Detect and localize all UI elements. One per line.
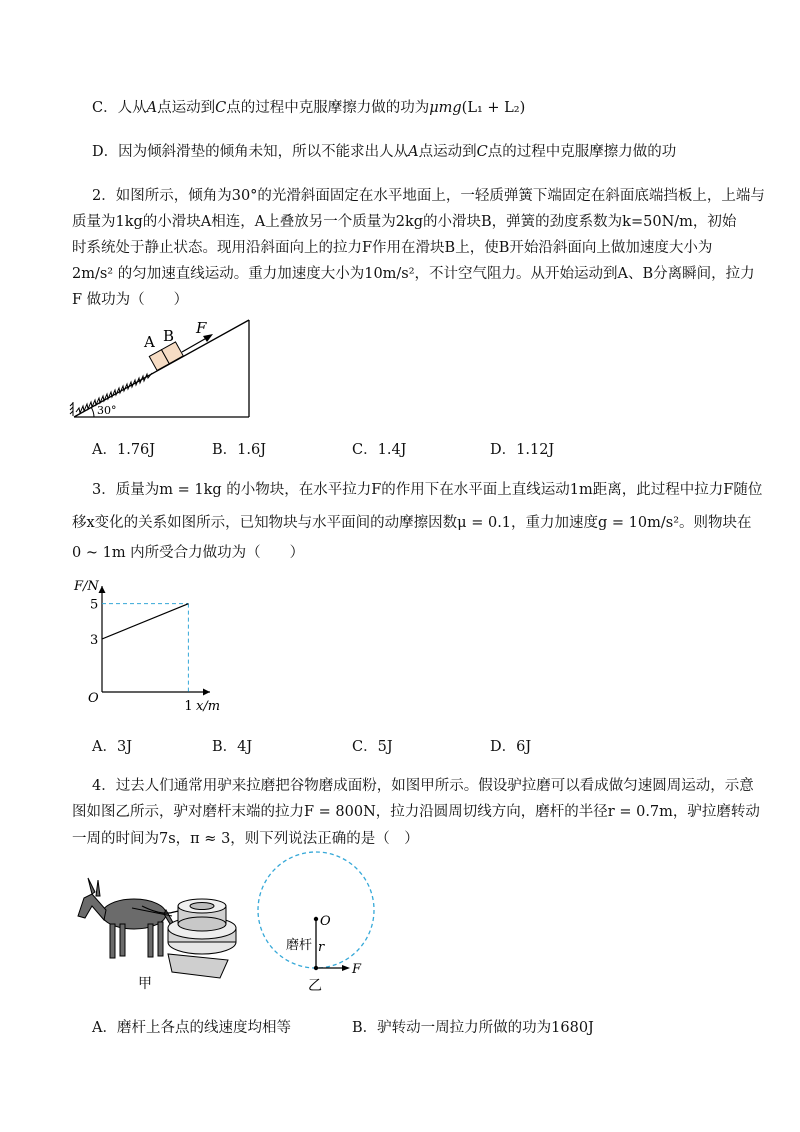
y-axis-label: F/N [74, 579, 99, 594]
origin-label: O [88, 691, 99, 706]
rod-label: 磨杆 [286, 938, 313, 953]
center-label-o: O [320, 914, 331, 929]
q4-stem-line-3: 一周的时间为7s，π ≈ 3，则下列说法正确的是（ ） [72, 831, 419, 847]
q3-option-a: A．3J [92, 739, 133, 755]
label-a: A [144, 333, 155, 351]
y-tick-label-3: 3 [90, 633, 99, 648]
radius-label-r: r [318, 940, 325, 955]
q4-option-a: A．磨杆上各点的线速度均相等 [92, 1020, 291, 1036]
donkey-mill-figure [72, 872, 247, 992]
angle-label: 30° [97, 404, 117, 417]
donkey-drawing [78, 878, 176, 958]
q2-stem-line-1: 2．如图所示，倾角为30°的光滑斜面固定在水平地面上，一轻质弹簧下端固定在斜面底端挡板上，上端与 [92, 188, 765, 204]
q3-option-b: B．4J [212, 739, 253, 755]
force-label-f: F [352, 962, 362, 977]
q4-stem-line-1: 4．过去人们通常用驴来拉磨把谷物磨成面粉，如图甲所示。假设驴拉磨可以看成做匀速圆周运动，示意 [92, 778, 754, 794]
q2-option-b: B．1.6J [212, 442, 267, 458]
q2-option-a: A．1.76J [92, 442, 156, 458]
x-axis-label: x/m [196, 699, 221, 714]
label-f: F [196, 319, 207, 337]
q2-stem-line-3: 时系统处于静止状态。现用沿斜面向上的拉力F作用在滑块B上，使B开始沿斜面向上做加速度大小为 [72, 240, 713, 256]
q3-force-displacement-chart [72, 578, 232, 718]
q2-stem-line-2: 质量为1kg的小滑块A相连，A上叠放另一个质量为2kg的小滑块B，弹簧的劲度系数为k=50N/m，初始 [72, 214, 737, 230]
figure-jia-label: 甲 [138, 976, 152, 992]
q3-option-c: C．5J [352, 739, 393, 755]
q4-option-b: B．驴转动一周拉力所做的功为1680J [352, 1020, 594, 1036]
q4-stem-line-2: 图如图乙所示，驴对磨杆末端的拉力F = 800N，拉力沿圆周切线方向，磨杆的半径r = 0.7m，驴拉磨转动 [72, 804, 760, 820]
label-b: B [163, 327, 175, 345]
q1-option-c: C．人从A点运动到C点的过程中克服摩擦力做的功为μmg(L₁ + L₂) [92, 100, 526, 116]
x-tick-label-1: 1 [184, 699, 193, 714]
q2-stem-line-5: F 做功为（ ） [72, 292, 189, 308]
q3-option-d: D．6J [490, 739, 532, 755]
q2-incline-figure [70, 316, 260, 426]
q1-option-d: D．因为倾斜滑垫的倾角未知，所以不能求出人从A点运动到C点的过程中克服摩擦力做的功 [92, 144, 677, 160]
q3-stem-line-2: 移x变化的关系如图所示，已知物块与水平面间的动摩擦因数μ = 0.1，重力加速度g = 10m/s²。则物块在 [72, 515, 752, 531]
series-line-f [102, 604, 188, 639]
q3-stem-line-1: 3．质量为m = 1kg 的小物块，在水平拉力F的作用下在水平面上直线运动1m距离，此过程中拉力F随位 [92, 482, 763, 498]
q2-option-d: D．1.12J [490, 442, 555, 458]
q2-option-c: C．1.4J [352, 442, 407, 458]
circle-diagram-figure [252, 848, 382, 998]
y-tick-label-5: 5 [90, 597, 99, 613]
q2-stem-line-4: 2m/s² 的匀加速直线运动。重力加速度大小为10m/s²，不计空气阻力。从开始运动到A、B分离瞬间，拉力 [72, 266, 755, 282]
figure-yi-label: 乙 [308, 978, 322, 994]
q3-stem-line-3: 0 ~ 1m 内所受合力做功为（ ） [72, 545, 305, 561]
millstone-drawing [168, 899, 236, 978]
